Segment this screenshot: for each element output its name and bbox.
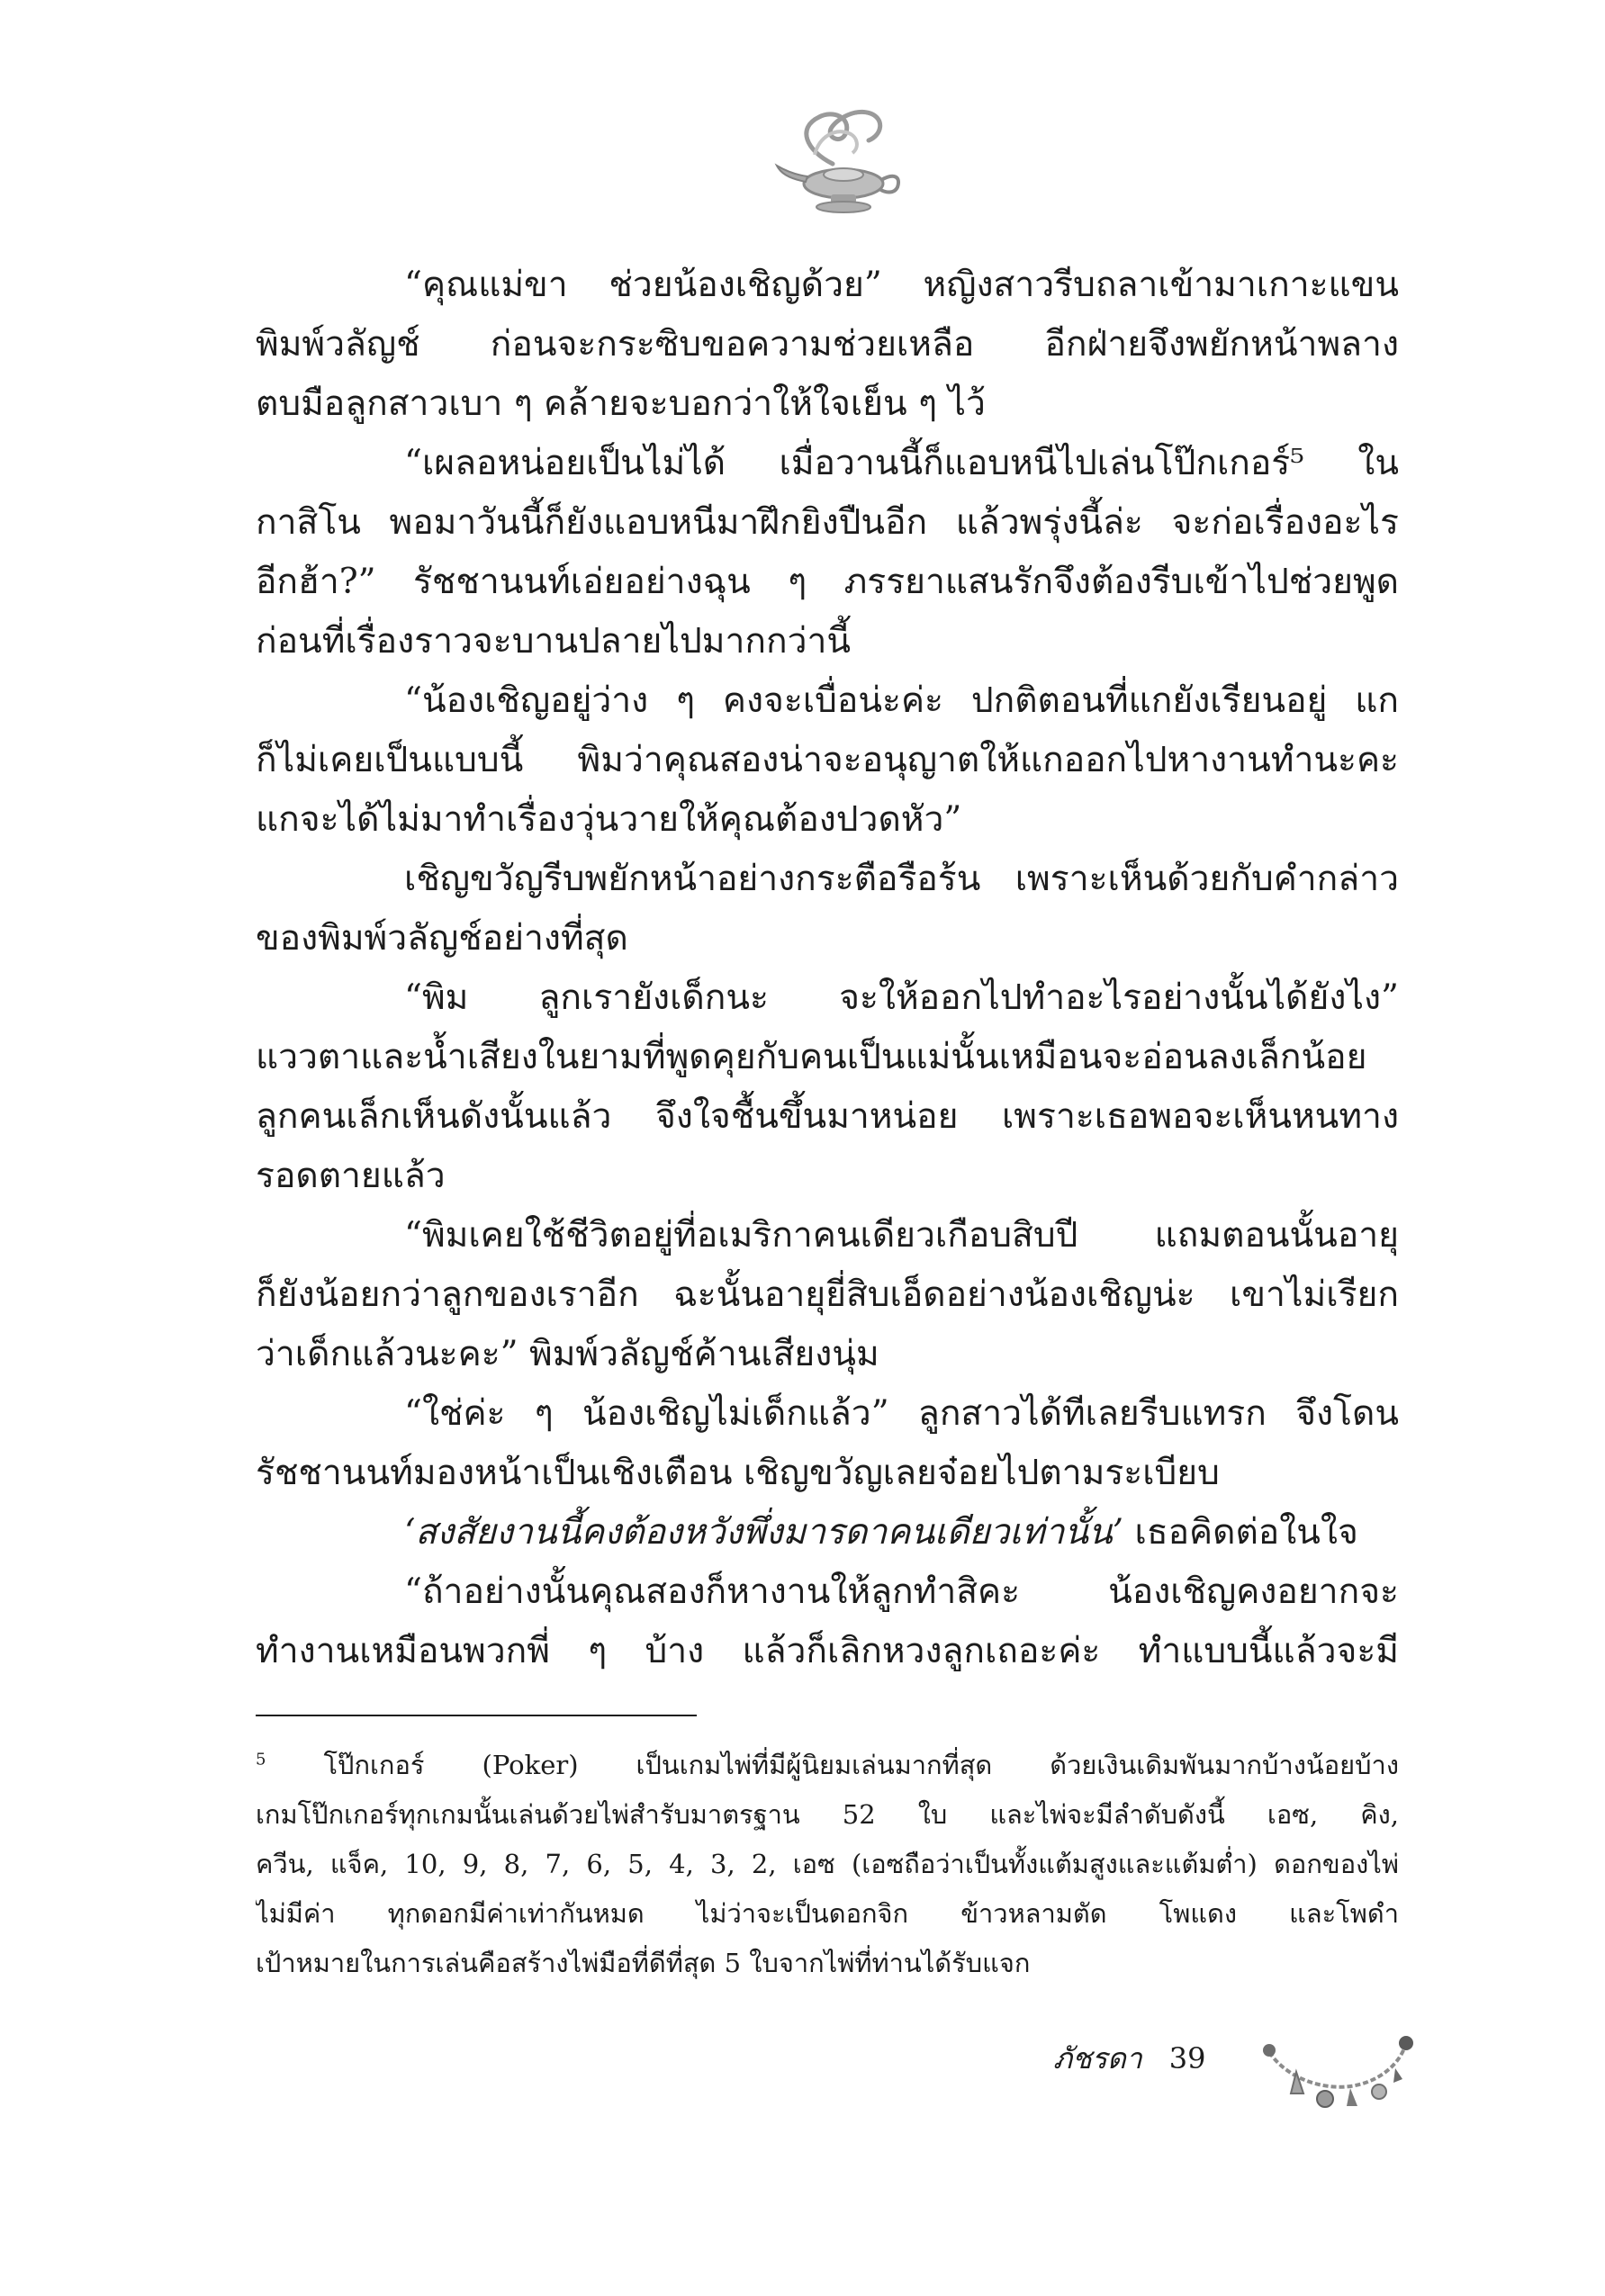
body-line: ก็ยังน้อยกว่าลูกของเราอีก ฉะนั้นอายุยี่สิบเอ็ดอย่างน้องเชิญน่ะ เขาไม่เรียก	[256, 1274, 1399, 1315]
body-line: “พิม ลูกเรายังเด็กนะ จะให้ออกไปทำอะไรอย่างนั้นได้ยังไง”	[404, 977, 1399, 1018]
body-line: เชิญขวัญรีบพยักหน้าอย่างกระตือรือร้น เพราะเห็นด้วยกับคำกล่าว	[404, 859, 1399, 899]
body-line: “คุณแม่ขา ช่วยน้องเชิญด้วย” หญิงสาวรีบถลาเข้ามาเกาะแขน	[404, 265, 1399, 305]
charm-bracelet-icon	[1260, 2016, 1413, 2115]
footnote-line: ไม่มีค่า ทุกดอกมีค่าเท่ากันหมด ไม่ว่าจะเป็นดอกจิก ข้าวหลามตัด โพแดง และโพดำ	[256, 1898, 1399, 1929]
body-line: ทำงานเหมือนพวกพี่ ๆ บ้าง แล้วก็เลิกหวงลูกเถอะค่ะ ทำแบบนี้แล้วจะมี	[256, 1631, 1399, 1671]
page-number: 39	[1168, 2041, 1206, 2075]
body-line: รอดตายแล้ว	[256, 1156, 446, 1196]
inner-thought: ‘สงสัยงานนี้คงต้องหวังพึ่งมารดาคนเดียวเท่านั้น’	[404, 1512, 1124, 1553]
body-line: แกจะได้ไม่มาทำเรื่องวุ่นวายให้คุณต้องปวดหัว”	[256, 799, 962, 840]
body-line: ก็ไม่เคยเป็นแบบนี้ พิมว่าคุณสองน่าจะอนุญาตให้แกออกไปหางานทำนะคะ	[256, 740, 1399, 780]
book-title: ภัชรดา	[1053, 2041, 1142, 2075]
footnote-line	[256, 1741, 1399, 1790]
footnote-line: เป้าหมายในการเล่นคือสร้างไพ่มือที่ดีที่สุด 5 ใบจากไพ่ที่ท่านได้รับแจก	[256, 1948, 1031, 1978]
body-line-tail: เธอคิดต่อในใจ	[1123, 1512, 1358, 1553]
body-line: รัชชานนท์มองหน้าเป็นเชิงเตือน เชิญขวัญเลยจ๋อยไปตามระเบียบ	[256, 1453, 1220, 1493]
footnote-line: เกมโป๊กเกอร์ทุกเกมนั้นเล่นด้วยไพ่สำรับมาตรฐาน 52 ใบ และไพ่จะมีลำดับดังนี้ เอซ, คิง,	[256, 1799, 1399, 1830]
body-line-thought	[404, 1503, 1399, 1562]
footnote-marker: 5	[256, 1750, 266, 1769]
genie-lamp-icon	[770, 101, 914, 218]
footnote-line-text: โป๊กเกอร์ (Poker) เป็นเกมไพ่ที่มีผู้นิยมเล่นมากที่สุด ด้วยเงินเดิมพันมากบ้างน้อยบ้าง	[266, 1750, 1399, 1780]
page-footer	[1053, 2036, 1205, 2081]
body-line: พิมพ์วลัญช์ ก่อนจะกระซิบขอความช่วยเหลือ อีกฝ่ายจึงพยักหน้าพลาง	[256, 324, 1399, 365]
body-line: ของพิมพ์วลัญช์อย่างที่สุด	[256, 918, 628, 959]
body-line: กาสิโน พอมาวันนี้ก็ยังแอบหนีมาฝึกยิงปืนอีก แล้วพรุ่งนี้ล่ะ จะก่อเรื่องอะไร	[256, 502, 1399, 543]
footnote-line: ควีน, แจ็ค, 10, 9, 8, 7, 6, 5, 4, 3, 2, เอซ (เอซถือว่าเป็นทั้งแต้มสูงและแต้มต่ำ) ดอกของไพ่	[256, 1849, 1399, 1879]
body-line: “น้องเชิญอยู่ว่าง ๆ คงจะเบื่อน่ะค่ะ ปกติตอนที่แกยังเรียนอยู่ แก	[404, 680, 1399, 721]
body-line: อีกฮ้า?” รัชชานนท์เอ่ยอย่างฉุน ๆ ภรรยาแสนรักจึงต้องรีบเข้าไปช่วยพูด	[256, 562, 1399, 602]
body-line: แววตาและน้ำเสียงในยามที่พูดคุยกับคนเป็นแม่นั้นเหมือนจะอ่อนลงเล็กน้อย	[256, 1037, 1367, 1077]
body-line: “เผลอหน่อยเป็นไม่ได้ เมื่อวานนี้ก็แอบหนีไปเล่นโป๊กเกอร์⁵ ใน	[404, 443, 1399, 483]
body-line: “พิมเคยใช้ชีวิตอยู่ที่อเมริกาคนเดียวเกือบสิบปี แถมตอนนั้นอายุ	[404, 1215, 1399, 1256]
footnote-rule	[256, 1715, 697, 1716]
body-line: “ถ้าอย่างนั้นคุณสองก็หางานให้ลูกทำสิคะ น้องเชิญคงอยากจะ	[404, 1571, 1399, 1612]
body-line: ลูกคนเล็กเห็นดังนั้นแล้ว จึงใจชื้นขึ้นมาหน่อย เพราะเธอพอจะเห็นหนทาง	[256, 1096, 1399, 1137]
body-line: ก่อนที่เรื่องราวจะบานปลายไปมากกว่านี้	[256, 621, 852, 662]
body-line: ตบมือลูกสาวเบา ๆ คล้ายจะบอกว่าให้ใจเย็น ๆ ไว้	[256, 383, 986, 424]
body-line: “ใช่ค่ะ ๆ น้องเชิญไม่เด็กแล้ว” ลูกสาวได้ทีเลยรีบแทรก จึงโดน	[404, 1393, 1399, 1434]
body-line: ว่าเด็กแล้วนะคะ” พิมพ์วลัญช์ค้านเสียงนุ่ม	[256, 1334, 879, 1374]
